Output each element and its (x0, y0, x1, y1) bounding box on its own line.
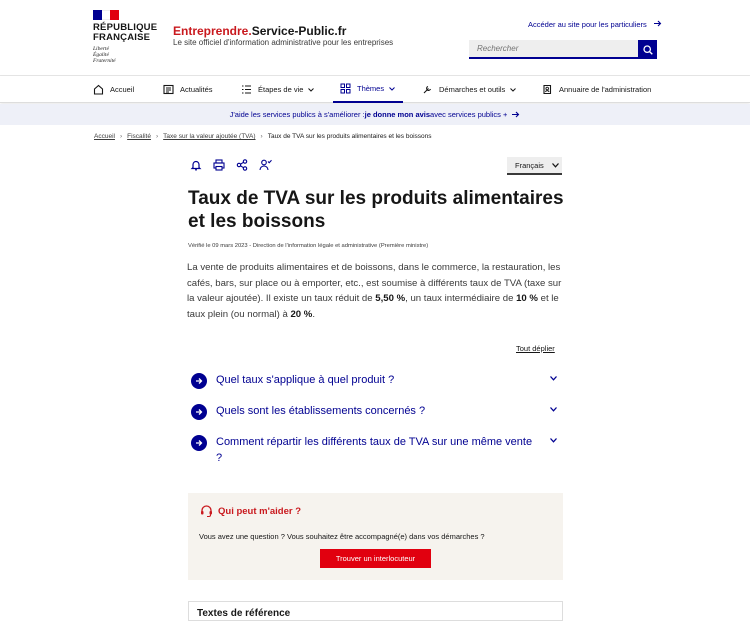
page-tools (190, 159, 272, 171)
republique-logo[interactable] (93, 10, 159, 64)
arrow-circle-icon (191, 373, 207, 389)
arrow-circle-icon (191, 404, 207, 420)
home-icon (93, 84, 104, 95)
particuliers-link[interactable]: Accéder au site pour les particuliers (528, 20, 662, 29)
headset-icon (200, 505, 213, 517)
flag-icon (93, 10, 119, 20)
motto: Liberté Égalité Fraternité (93, 46, 116, 64)
accordion-item[interactable] (191, 404, 563, 420)
chevron-down-icon (308, 88, 314, 92)
chevron-down-icon (550, 438, 557, 443)
user-check-icon[interactable] (259, 159, 272, 171)
main-nav (0, 76, 750, 103)
find-contact-button[interactable]: Trouver un interlocuteur (320, 549, 431, 568)
references-title: Textes de référence (197, 608, 291, 619)
arrow-right-icon (512, 111, 520, 118)
breadcrumb (94, 133, 432, 140)
help-box (188, 493, 563, 580)
site-header (0, 0, 750, 76)
print-icon[interactable] (213, 159, 225, 171)
accordion-item[interactable] (191, 435, 563, 466)
accordion-label: Quels sont les établissements concernés ? (216, 405, 426, 417)
breadcrumb-link[interactable]: Accueil (94, 133, 115, 140)
arrow-circle-icon (191, 435, 207, 451)
chevron-down-icon (550, 407, 557, 412)
breadcrumb-separator-icon: › (155, 133, 159, 140)
breadcrumb-separator-icon: › (119, 133, 123, 140)
breadcrumb-current: Taux de TVA sur les produits alimentaires et les boissons (267, 133, 432, 140)
breadcrumb-link[interactable]: Fiscalité (127, 133, 151, 140)
newspaper-icon (163, 84, 174, 95)
logo-line-2: FRANÇAISE (93, 32, 151, 43)
site-tagline: Le site officiel d'information administrative pour les entreprises (173, 38, 394, 47)
bell-icon[interactable] (190, 159, 202, 171)
nav-item-demarches[interactable]: Démarches et outils (422, 76, 516, 103)
search-button[interactable] (638, 40, 657, 59)
logo-line-1: RÉPUBLIQUE (93, 22, 158, 33)
nav-item-accueil[interactable]: Accueil (93, 76, 134, 103)
page-title: Taux de TVA sur les produits alimentaires et les boissons (188, 188, 564, 232)
directory-icon (542, 84, 553, 95)
language-select[interactable]: Français (507, 157, 562, 175)
expand-all-button[interactable]: Tout déplier (516, 344, 555, 353)
help-title: Qui peut m'aider ? (200, 505, 301, 517)
nav-item-annuaire[interactable]: Annuaire de l'administration (542, 76, 651, 103)
feedback-banner[interactable]: J'aide les services publics à s'améliorer : je donne mon avis avec services publics + (0, 104, 750, 125)
accordion-item[interactable] (191, 373, 563, 389)
site-name[interactable]: Entreprendre.Service-Public.fr (173, 24, 347, 38)
nav-item-actualites[interactable]: Actualités (163, 76, 213, 103)
breadcrumb-separator-icon: › (260, 133, 263, 140)
grid-icon (340, 83, 351, 94)
nav-item-etapes[interactable]: Étapes de vie (241, 76, 314, 103)
search-icon (643, 45, 653, 55)
accordion-label: Comment répartir les différents taux de TVA sur une même vente ? (216, 436, 533, 464)
chevron-down-icon (552, 163, 559, 168)
verified-date: Vérifié le 09 mars 2023 - Direction de l'information légale et administrative (Première ministre) (188, 243, 429, 249)
tools-icon (422, 84, 433, 95)
chevron-down-icon (389, 87, 395, 91)
intro-text: La vente de produits alimentaires et de boissons, dans le commerce, la restauration, les cafés, bars, sur place ou à emporter, etc., est soumise à différents taux de TVA (taxe sur la valeur ajoutée). Il existe un taux réduit de 5,50 %, un taux intermédiaire de 10 % et le taux plein (ou normal) à 20 %. (187, 262, 562, 320)
arrow-right-icon (654, 20, 662, 27)
list-icon (241, 84, 252, 95)
help-text: Vous avez une question ? Vous souhaitez être accompagné(e) dans vos démarches ? (199, 532, 485, 541)
accordion-label: Quel taux s'applique à quel produit ? (216, 374, 395, 386)
references-box (188, 601, 563, 621)
chevron-down-icon (550, 376, 557, 381)
chevron-down-icon (510, 88, 516, 92)
breadcrumb-link[interactable]: Taxe sur la valeur ajoutée (TVA) (163, 133, 256, 140)
nav-item-themes[interactable]: Thèmes (333, 76, 403, 103)
search-bar (469, 40, 657, 59)
search-input[interactable] (469, 40, 638, 59)
share-icon[interactable] (236, 159, 248, 171)
